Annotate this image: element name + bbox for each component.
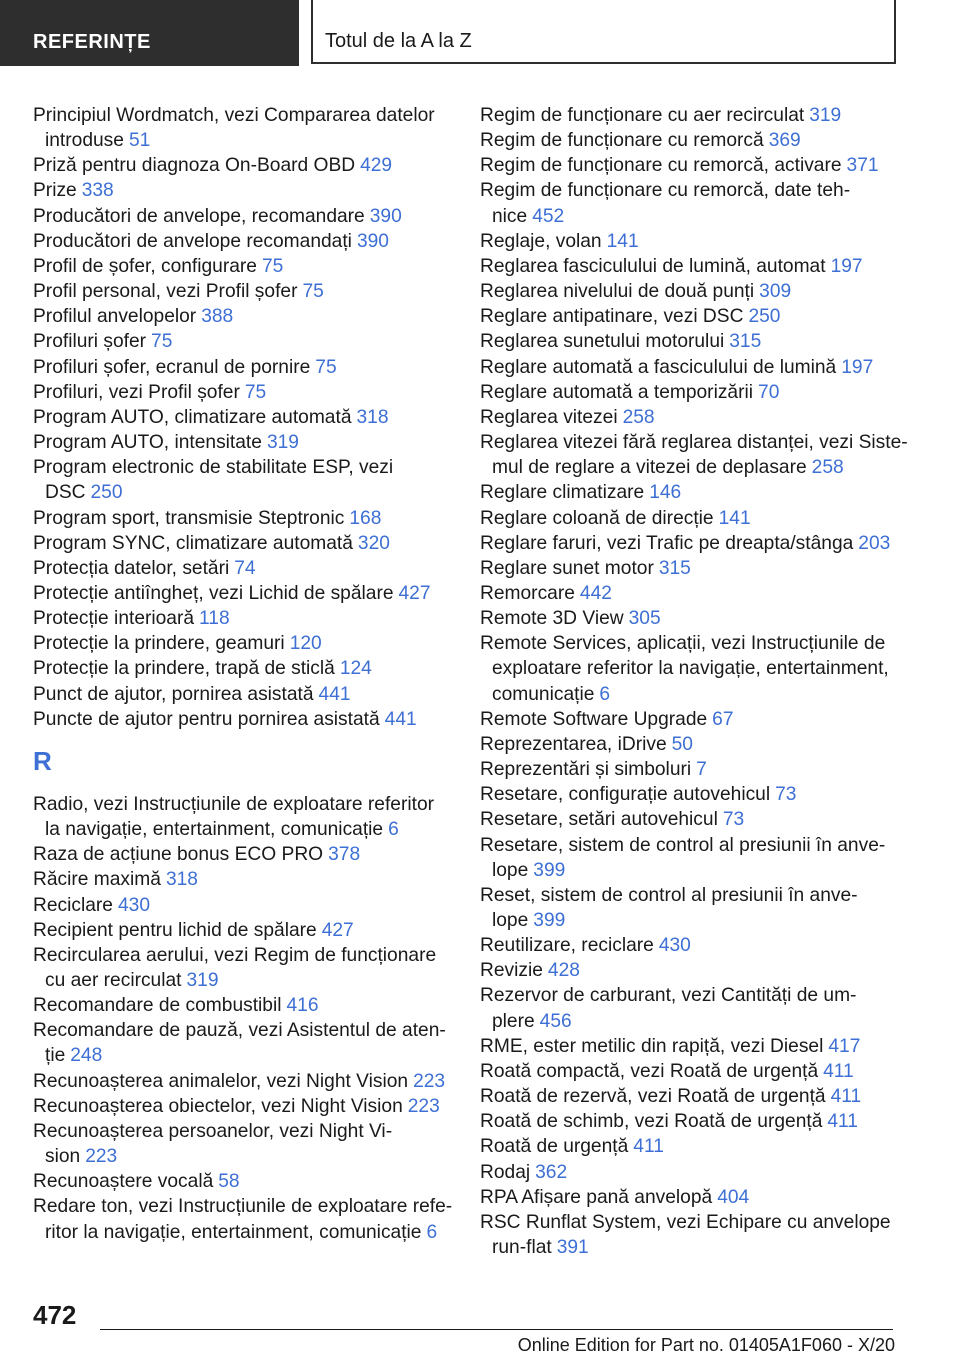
index-entry-text: Reprezentări și simboluri bbox=[480, 759, 692, 781]
index-entry-text: Roată de urgență bbox=[480, 1136, 629, 1158]
index-entry bbox=[480, 883, 920, 933]
index-entry-text: Recunoașterea obiectelor, vezi Night Vision bbox=[33, 1095, 403, 1117]
index-entry-text: Resetare, setări autovehicul bbox=[480, 809, 718, 831]
index-entry bbox=[33, 792, 453, 842]
page-reference-link[interactable]: 124 bbox=[339, 658, 372, 680]
page-reference-link[interactable]: 388 bbox=[201, 306, 234, 328]
page-reference-link[interactable]: 452 bbox=[532, 205, 565, 227]
index-entry-text: Rodaj bbox=[480, 1161, 531, 1183]
index-entry bbox=[33, 682, 453, 707]
page-reference-link[interactable]: 428 bbox=[547, 960, 580, 982]
page-reference-link[interactable]: 320 bbox=[357, 532, 390, 554]
index-entry-text: Raza de acțiune bonus ECO PRO bbox=[33, 844, 324, 866]
page-reference-link[interactable]: 258 bbox=[811, 457, 844, 479]
index-entry bbox=[480, 128, 920, 153]
index-entry-text: Radio, vezi Instrucțiunile de exploatare referitor la navigație, entertainment, comunicație bbox=[33, 793, 435, 841]
index-entry-text: Reglare sunet motor bbox=[480, 557, 654, 579]
page-reference-link[interactable]: 399 bbox=[533, 910, 566, 931]
index-entry-text: Reglarea vitezei fără reglarea distanței, vezi Siste-mul de reglare a vitezei de deplasare bbox=[480, 432, 908, 479]
index-entry bbox=[33, 304, 453, 329]
page-reference-link[interactable]: 430 bbox=[117, 894, 150, 916]
page-reference-link[interactable]: 309 bbox=[759, 281, 792, 303]
index-entry-text: Punct de ajutor, pornirea asistată bbox=[33, 683, 314, 705]
index-entry-text: Reglarea nivelului de două punți bbox=[480, 281, 755, 303]
index-entry bbox=[33, 455, 453, 505]
index-entry-text: Regim de funcționare cu aer recirculat bbox=[480, 105, 805, 126]
index-entry bbox=[480, 1034, 920, 1059]
index-entry-text: Reglarea vitezei bbox=[480, 406, 618, 428]
index-entry bbox=[33, 355, 453, 380]
page-reference-link[interactable]: 399 bbox=[533, 859, 566, 881]
page-reference-link[interactable]: 67 bbox=[712, 708, 734, 730]
page-reference-link[interactable]: 141 bbox=[606, 230, 639, 252]
index-entry bbox=[480, 254, 920, 279]
index-entry bbox=[480, 178, 920, 228]
index-entry-text: Puncte de ajutor pentru pornirea asistată bbox=[33, 708, 380, 730]
page-reference-link[interactable]: 223 bbox=[407, 1095, 440, 1117]
index-entry bbox=[33, 531, 453, 556]
index-entry-text: Remote Services, aplicații, vezi Instrucțiunile de exploatare referitor la navigație, entertainment, comunicație bbox=[480, 633, 889, 705]
index-entry-text: Principiul Wordmatch, vezi Compararea datelor introduse bbox=[33, 105, 435, 152]
page-reference-link[interactable]: 338 bbox=[81, 180, 114, 202]
index-entry bbox=[480, 807, 920, 832]
index-entry bbox=[480, 1210, 920, 1260]
index-entry-text: Recomandare de combustibil bbox=[33, 995, 282, 1017]
index-entry-text: Roată compactă, vezi Roată de urgență bbox=[480, 1060, 819, 1082]
page-reference-link[interactable]: 120 bbox=[289, 633, 322, 655]
page-reference-link[interactable]: 75 bbox=[315, 356, 337, 378]
index-entry-text: Profilul anvelopelor bbox=[33, 306, 197, 328]
page-reference-link[interactable]: 223 bbox=[85, 1146, 118, 1168]
index-entry-text: Program AUTO, intensitate bbox=[33, 432, 262, 454]
index-entry bbox=[480, 556, 920, 581]
index-entry bbox=[33, 103, 453, 153]
page-reference-link[interactable]: 319 bbox=[186, 970, 219, 991]
page-reference-link[interactable]: 416 bbox=[286, 995, 319, 1017]
index-entry-text: Prize bbox=[33, 180, 77, 202]
index-entry-text: Regim de funcționare cu remorcă, activare bbox=[480, 155, 842, 177]
page-reference-link[interactable]: 58 bbox=[218, 1171, 240, 1193]
index-entry bbox=[480, 329, 920, 354]
index-entry-text: Reglarea sunetului motorului bbox=[480, 331, 725, 353]
index-entry bbox=[480, 933, 920, 958]
page-header bbox=[0, 0, 960, 66]
index-list-r-continued bbox=[480, 103, 920, 1260]
page-reference-link[interactable]: 441 bbox=[318, 683, 351, 705]
index-column-right bbox=[480, 103, 920, 1260]
index-entry-text: Recipient pentru lichid de spălare bbox=[33, 919, 317, 941]
page-reference-link[interactable]: 6 bbox=[388, 819, 399, 841]
page-reference-link[interactable]: 70 bbox=[758, 381, 780, 403]
index-entry bbox=[33, 204, 453, 229]
index-entry-text: Priză pentru diagnoza On-Board OBD bbox=[33, 155, 356, 177]
page-reference-link[interactable]: 248 bbox=[70, 1045, 103, 1067]
index-entry-text: Producători de anvelope recomandați bbox=[33, 230, 352, 252]
index-entry-text: Revizie bbox=[480, 960, 543, 982]
index-entry-text: RSC Runflat System, vezi Echipare cu anvelope run-flat bbox=[480, 1211, 891, 1259]
page-reference-link[interactable]: 430 bbox=[658, 935, 691, 957]
page-reference-link[interactable]: 75 bbox=[302, 281, 324, 303]
page-reference-link[interactable]: 250 bbox=[90, 482, 123, 504]
index-entry bbox=[480, 631, 920, 706]
index-entry-text: Reglare coloană de direcție bbox=[480, 507, 714, 529]
index-entry bbox=[480, 983, 920, 1033]
index-entry-text: Reglare climatizare bbox=[480, 482, 645, 504]
index-entry bbox=[480, 506, 920, 531]
page-reference-link[interactable]: 7 bbox=[696, 759, 707, 781]
index-entry-text: Reset, sistem de control al presiunii în anve-lope bbox=[480, 884, 858, 931]
page-reference-link[interactable]: 441 bbox=[384, 708, 417, 730]
index-entry bbox=[480, 1185, 920, 1210]
index-entry-text: Remorcare bbox=[480, 582, 575, 604]
index-entry bbox=[480, 480, 920, 505]
page-reference-link[interactable]: 404 bbox=[717, 1186, 750, 1208]
index-entry-text: Reciclare bbox=[33, 894, 113, 916]
index-entry bbox=[480, 531, 920, 556]
index-entry bbox=[33, 893, 453, 918]
page-reference-link[interactable]: 51 bbox=[128, 130, 151, 152]
index-entry-text: Regim de funcționare cu remorcă bbox=[480, 130, 764, 152]
index-entry bbox=[480, 153, 920, 178]
page-reference-link[interactable]: 73 bbox=[722, 809, 745, 831]
index-entry-text: Program sport, transmisie Steptronic bbox=[33, 507, 345, 529]
index-entry bbox=[480, 355, 920, 380]
page-reference-link[interactable]: 417 bbox=[828, 1035, 861, 1057]
page-reference-link[interactable]: 74 bbox=[234, 557, 256, 579]
index-entry bbox=[480, 279, 920, 304]
index-entry-text: Resetare, sistem de control al presiunii în anve-lope bbox=[480, 834, 886, 881]
index-entry-text: Program AUTO, climatizare automată bbox=[33, 406, 352, 428]
index-entry bbox=[33, 656, 453, 681]
index-entry bbox=[480, 732, 920, 757]
index-entry bbox=[480, 430, 920, 480]
index-entry-text: Profiluri șofer, ecranul de pornire bbox=[33, 356, 311, 378]
index-entry bbox=[480, 103, 920, 128]
index-entry-text: Resetare, configurație autovehicul bbox=[480, 784, 771, 806]
index-entry-text: Protecție interioară bbox=[33, 608, 195, 630]
index-entry bbox=[33, 867, 453, 892]
page-reference-link[interactable]: 6 bbox=[599, 683, 611, 705]
index-entry bbox=[480, 1084, 920, 1109]
index-entry-text: Reglarea fasciculului de lumină, automat bbox=[480, 255, 826, 277]
page-reference-link[interactable]: 442 bbox=[579, 582, 612, 604]
page-reference-link[interactable]: 73 bbox=[775, 784, 797, 806]
page-reference-link[interactable]: 371 bbox=[846, 155, 879, 177]
index-entry-text: Reglare automată a temporizării bbox=[480, 381, 754, 403]
page-reference-link[interactable]: 250 bbox=[748, 306, 781, 328]
index-entry-text: Reutilizare, reciclare bbox=[480, 935, 654, 957]
page-reference-link[interactable]: 315 bbox=[658, 557, 691, 579]
index-entry bbox=[33, 581, 453, 606]
index-entry-text: Redare ton, vezi Instrucțiunile de exploatare refe-ritor la navigație, entertainment, comunicație bbox=[33, 1196, 453, 1243]
index-entry-text: RPA Afișare pană anvelopă bbox=[480, 1186, 713, 1208]
page-reference-link[interactable]: 390 bbox=[369, 205, 402, 227]
page-reference-link[interactable]: 411 bbox=[823, 1060, 854, 1082]
index-entry-text: Program SYNC, climatizare automată bbox=[33, 532, 353, 554]
index-entry bbox=[33, 229, 453, 254]
index-entry bbox=[480, 581, 920, 606]
index-entry-text: Program electronic de stabilitate ESP, vezi DSC bbox=[33, 457, 394, 504]
page-reference-link[interactable]: 427 bbox=[398, 582, 431, 604]
index-entry bbox=[480, 1160, 920, 1185]
page-reference-link[interactable]: 197 bbox=[830, 255, 863, 277]
page-reference-link[interactable]: 319 bbox=[809, 105, 842, 126]
index-entry bbox=[480, 304, 920, 329]
page-number: 472 bbox=[33, 1300, 77, 1330]
index-entry bbox=[33, 405, 453, 430]
index-entry bbox=[33, 1094, 453, 1119]
page-reference-link[interactable]: 318 bbox=[165, 869, 198, 891]
index-entry bbox=[33, 556, 453, 581]
page-reference-link[interactable]: 6 bbox=[426, 1221, 438, 1243]
page-reference-link[interactable]: 319 bbox=[266, 432, 299, 454]
page-reference-link[interactable]: 197 bbox=[841, 356, 874, 378]
page-reference-link[interactable]: 411 bbox=[827, 1111, 858, 1133]
index-entry bbox=[33, 254, 453, 279]
index-entry bbox=[33, 380, 453, 405]
page-reference-link[interactable]: 429 bbox=[360, 155, 393, 177]
index-entry-text: Profiluri șofer bbox=[33, 331, 147, 353]
index-list-r bbox=[33, 792, 453, 1245]
index-entry-text: Remote 3D View bbox=[480, 608, 624, 630]
page-reference-link[interactable]: 305 bbox=[628, 608, 661, 630]
section-letter: R bbox=[33, 745, 52, 776]
index-entry-text: Recircularea aerului, vezi Regim de funcționare cu aer recirculat bbox=[33, 944, 437, 991]
index-entry-text: Rezervor de carburant, vezi Cantități de um-plere bbox=[480, 985, 857, 1032]
index-entry bbox=[33, 430, 453, 455]
index-entry bbox=[33, 279, 453, 304]
index-entry-text: Răcire maximă bbox=[33, 869, 161, 891]
page-reference-link[interactable]: 258 bbox=[622, 406, 655, 428]
index-entry bbox=[33, 1119, 453, 1169]
index-entry bbox=[480, 707, 920, 732]
index-entry-text: Recomandare de pauză, vezi Asistentul de aten-ție bbox=[33, 1020, 446, 1067]
index-entry bbox=[33, 943, 453, 993]
index-entry-text: Roată de schimb, vezi Roată de urgență bbox=[480, 1111, 823, 1133]
index-entry bbox=[33, 329, 453, 354]
page-reference-link[interactable]: 75 bbox=[151, 331, 173, 353]
index-entry-text: Reglare faruri, vezi Trafic pe dreapta/stânga bbox=[480, 532, 854, 554]
index-entry-text: Regim de funcționare cu remorcă, date teh-nice bbox=[480, 180, 851, 227]
index-entry bbox=[480, 782, 920, 807]
page-reference-link[interactable]: 315 bbox=[729, 331, 762, 353]
page-reference-link[interactable]: 118 bbox=[199, 608, 230, 630]
index-entry bbox=[480, 1059, 920, 1084]
page-reference-link[interactable]: 75 bbox=[261, 255, 284, 277]
index-entry bbox=[33, 153, 453, 178]
index-entry-text: Reglare automată a fasciculului de lumină bbox=[480, 356, 837, 378]
index-entry-text: Reprezentarea, iDrive bbox=[480, 733, 667, 755]
index-entry bbox=[33, 993, 453, 1018]
page-reference-link[interactable]: 362 bbox=[535, 1161, 568, 1183]
page-reference-link[interactable]: 391 bbox=[556, 1237, 589, 1259]
index-entry-text: Reglaje, volan bbox=[480, 230, 602, 252]
index-entry bbox=[33, 606, 453, 631]
index-entry bbox=[480, 833, 920, 883]
index-entry-text: Profil personal, vezi Profil șofer bbox=[33, 281, 298, 303]
index-entry bbox=[480, 958, 920, 983]
index-entry-text: Protecție la prindere, geamuri bbox=[33, 633, 285, 655]
index-entry bbox=[33, 1169, 453, 1194]
page-reference-link[interactable]: 411 bbox=[633, 1136, 664, 1158]
index-entry-text: RME, ester metilic din rapiță, vezi Diesel bbox=[480, 1035, 824, 1057]
page-reference-link[interactable]: 369 bbox=[768, 130, 801, 152]
index-entry-text: Reglare antipatinare, vezi DSC bbox=[480, 306, 744, 328]
index-entry-text: Protecția datelor, setări bbox=[33, 557, 230, 579]
page-reference-link[interactable]: 203 bbox=[858, 532, 891, 554]
index-entry bbox=[480, 1134, 920, 1159]
index-entry bbox=[480, 405, 920, 430]
section-tab: REFERINȚE bbox=[0, 0, 299, 66]
index-entry bbox=[480, 606, 920, 631]
index-entry-text: Recunoaștere vocală bbox=[33, 1171, 214, 1193]
index-entry bbox=[33, 631, 453, 656]
index-entry bbox=[33, 918, 453, 943]
index-entry-text: Protecție la prindere, trapă de sticlă bbox=[33, 658, 335, 680]
index-entry-text: Recunoașterea animalelor, vezi Night Vision bbox=[33, 1070, 409, 1092]
index-entry bbox=[33, 506, 453, 531]
index-entry-text: Roată de rezervă, vezi Roată de urgență bbox=[480, 1086, 826, 1108]
index-list-p bbox=[33, 103, 453, 732]
chapter-title: Totul de la A la Z bbox=[311, 0, 896, 64]
index-entry bbox=[480, 380, 920, 405]
index-column-left bbox=[33, 103, 453, 1245]
page-reference-link[interactable]: 427 bbox=[321, 919, 354, 941]
index-entry-text: Recunoașterea persoanelor, vezi Night Vi-sion bbox=[33, 1120, 393, 1168]
page-reference-link[interactable]: 223 bbox=[413, 1070, 446, 1092]
index-entry bbox=[480, 229, 920, 254]
index-entry bbox=[33, 1194, 453, 1244]
index-entry-text: Remote Software Upgrade bbox=[480, 708, 708, 730]
page-reference-link[interactable]: 141 bbox=[718, 507, 751, 529]
page-reference-link[interactable]: 456 bbox=[539, 1010, 572, 1032]
index-entry bbox=[33, 1069, 453, 1094]
index-entry-text: Profil de șofer, configurare bbox=[33, 255, 257, 277]
index-entry-text: Protecție antiîngheț, vezi Lichid de spălare bbox=[33, 582, 394, 604]
page-reference-link[interactable]: 318 bbox=[356, 406, 389, 428]
index-entry bbox=[33, 842, 453, 867]
page-reference-link[interactable]: 168 bbox=[349, 507, 382, 529]
footer-edition: Online Edition for Part no. 01405A1F060 - X/20 bbox=[517, 1335, 895, 1355]
page-reference-link[interactable]: 50 bbox=[671, 733, 693, 755]
index-entry bbox=[480, 757, 920, 782]
page-reference-link[interactable]: 411 bbox=[830, 1086, 862, 1108]
page-reference-link[interactable]: 146 bbox=[649, 482, 682, 504]
page-reference-link[interactable]: 390 bbox=[356, 230, 389, 252]
page-reference-link[interactable]: 75 bbox=[244, 381, 267, 403]
footer-divider bbox=[100, 1329, 893, 1330]
index-entry-text: Producători de anvelope, recomandare bbox=[33, 205, 365, 227]
index-entry bbox=[33, 1018, 453, 1068]
index-entry bbox=[33, 178, 453, 203]
index-entry-text: Profiluri, vezi Profil șofer bbox=[33, 381, 240, 403]
index-entry bbox=[480, 1109, 920, 1134]
index-entry bbox=[33, 707, 453, 732]
page-reference-link[interactable]: 378 bbox=[328, 844, 361, 866]
